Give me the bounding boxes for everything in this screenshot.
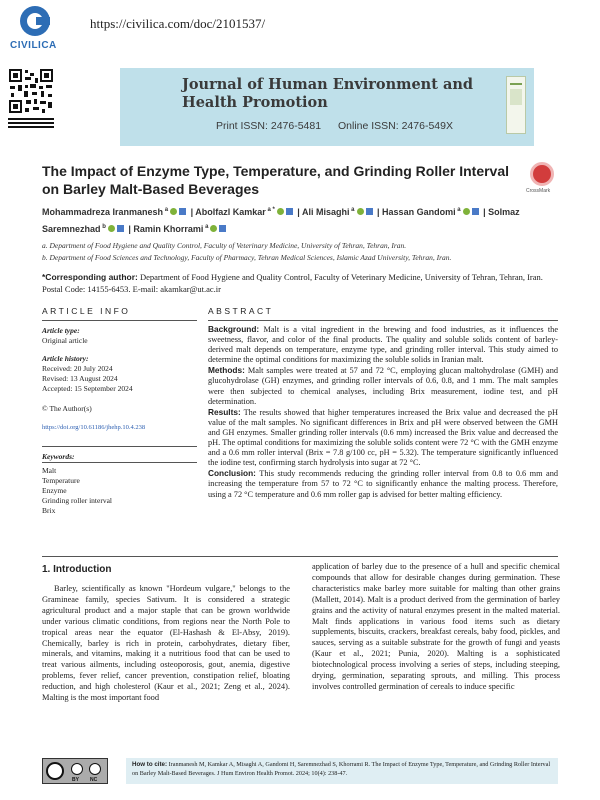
scholar-icon[interactable] [366,208,373,215]
journal-issn [216,120,467,132]
author-name[interactable] [42,224,126,234]
article-type-value: Original article [42,336,88,345]
cite-text: Iranmanesh M, Kamkar A, Misaghi A, Gandomi H, Saremnezhad S, Khorrami R. The Impact of Enzyme Type, Temperature, and Grinding Roller Interval on Barley Malt-Based Beverages. J Hum Environ Health Promot. 2024; 10(4): 238-47. [132,761,551,777]
author-name-text: Abolfazl Kamkar [195,207,266,217]
author-name[interactable] [488,207,520,217]
copyright-line [42,404,197,414]
abstract-body [208,324,558,500]
author-name[interactable] [382,207,481,217]
article-type-label: Article type: [42,326,80,335]
author-separator: | [374,207,383,217]
cc-license-badge[interactable] [42,758,108,784]
methods-text: Malt samples were treated at 57 and 72 °C, employing glucan maltohydrolase (GMH) and glucohydrolase (GH) enzymes, and grinding roller intervals of 0.6, 0.8, and 1 mm. The malt samples were then subjected to chemical analyses, including Brix measurement, iodine test, and pH determination. [208,366,559,406]
section-title: 1. Introduction [42,564,112,575]
accepted-date: Accepted: 15 September 2024 [42,384,133,393]
citation-footer [42,758,558,784]
author-name-text: Mohammadreza Iranmanesh [42,207,164,217]
affiliation-a: a. Department of Food Hygiene and Quality Control, Faculty of Veterinary Medicine, University of Tehran, Tehran, Iran. [42,241,407,250]
background-text: Malt is a vital ingredient in the brewing and food industries, as it influences the sweetness, flavor, and color of the final products. The quality and soluble solids content of barley-derived malt depends on temperature, enzyme type, and grinding roller interval. This study aimed to determine the optimal conditions for maximizing the soluble solids in Iranian malt. [208,325,558,365]
divider [42,446,197,447]
civilica-wordmark: CIVILICA [10,40,57,51]
body-column-right: application of barley due to the presence of a hull and specific chemical compounds that allow for desirable changes during germination. These characteristics make barley more suitable for malting than other grains (Mallett, 2014). Malt is a product derived from the germination of barley grains and the activity of natural enzymes present in the malted material. Malt finds applications in various food items such as dietary supplements, biscuits, crackers, breakfast cereals, baby food, pickles, and sauces, serving as a suitable substrate for the growth of fungi and yeasts (Kaur et al., 2021; Punia, 2020). Malting is a sophisticated biotechnological process involving a series of steps, including steeping, drying, germination, separating sprouts, and milling. This process involves controlled germination of cereals to induce specific [312,562,560,691]
cc-icon [46,762,64,780]
results-text: The results showed that higher temperatures increased the Brix value and decreased the pH value of the malt samples. No significant differences in Brix and pH were observed between the GMH and GH enzymes. Smaller grinding roller intervals (0.6 mm) increased the Brix value and decreased the pH. The optimal conditions for maximizing the soluble solids content were 72 °C with the GMH enzyme and a 0.6 mm roller interval (Brix = 7.8 g/100 cc, pH = 5.32). The temperature significantly influenced the iodine test, confirming starch hydrolysis into sugar at 72 °C. [208,407,558,468]
author-name[interactable] [195,207,295,217]
cc-by-icon [71,763,83,775]
keyword-list [42,466,197,516]
divider [208,320,558,321]
conclusion-text: This study recommends reducing the grinding roller interval from 0.8 to 0.6 mm and increasing the temperature from 57 to 72 °C to significantly enhance the malting process. Therefore, using a 72 °C temperature and 0.6 mm roller gap is advised for better malting efficiency. [208,469,558,499]
cite-label: How to cite: [132,761,168,768]
affiliation-b: b. Department of Food Sciences and Technology, Faculty of Pharmacy, Tehran Medical Sciences, Islamic Azad University, Tehran, Iran. [42,253,452,262]
author-name-text: Ramin Khorrami [133,224,204,234]
author-affiliation-marker: a [349,207,355,213]
keywords-label: Keywords: [42,452,75,461]
author-affiliation-marker: a * [265,207,275,213]
body-column-left: Barley, scientifically as known "Hordeum vulgare," belongs to the Gramineae family, species Sativum. It is considered a strategic agricultural product and a major staple that can be grown worldwide under various climatic conditions, from regions near the North Pole to tropical areas near the equator (El-Hashash & El-Absy, 2019). Chemically, barley is rich in protein, carbohydrates, dietary fiber, minerals, and vitamins, making it a nutritious food that can be used to treat various ailments, including osteoporosis, gout, anemia, digestive problems, fever relief, cancer prevention, constipation relief, bloating reduction, and high cholesterol (Kaur et al., 2021; Zeng et al., 2024). Malting is the most important food [42,584,290,703]
crossmark-label: CrossMark [526,188,551,194]
keywords-block [42,452,197,462]
article-title: The Impact of Enzyme Type, Temperature, and Grinding Roller Interval on Barley Malt-Based Beverages [42,163,510,197]
revised-date: Revised: 13 August 2024 [42,374,118,383]
document-url[interactable]: https://civilica.com/doc/2101537/ [90,16,266,31]
author-line-1 [42,203,562,220]
conclusion-label: Conclusion: [208,468,256,479]
how-to-cite-box [126,758,558,784]
results-label: Results: [208,406,241,417]
author-separator: | [188,207,196,217]
abstract-methods [208,365,558,406]
article-history-block [42,354,197,394]
orcid-icon[interactable] [277,208,284,215]
orcid-icon[interactable] [463,208,470,215]
author-name-text: Saremnezhad [42,224,101,234]
background-label: Background: [208,324,260,334]
author-name-text: Solmaz [488,207,520,217]
cc-nc-label: NC [90,777,98,783]
author-affiliation-marker: a [163,207,169,213]
civilica-logo[interactable] [8,6,56,56]
keyword-item: Grinding roller interval [42,496,112,505]
methods-label: Methods: [208,365,245,376]
scholar-icon[interactable] [286,208,293,215]
orcid-icon[interactable] [170,208,177,215]
keyword-item: Temperature [42,476,80,485]
abstract-heading: ABSTRACT [208,306,274,316]
author-name[interactable] [133,224,228,234]
author-affiliation-marker: b [100,224,106,230]
journal-cover-thumbnail [506,76,526,134]
abstract-conclusion [208,468,558,499]
orcid-icon[interactable] [210,225,217,232]
cc-nc-icon [89,763,101,775]
orcid-icon[interactable] [108,225,115,232]
author-name-text: Hassan Gandomi [382,207,456,217]
journal-title [182,76,473,112]
author-name[interactable] [302,207,375,217]
abstract-background [208,324,558,365]
author-affiliation-marker: a [455,207,461,213]
author-separator: | [480,207,489,217]
qr-code-icon [8,68,54,130]
scholar-icon[interactable] [179,208,186,215]
online-issn: Online ISSN: 2476-549X [337,120,453,132]
author-separator: | [125,224,134,234]
keyword-item: Malt [42,466,57,475]
scholar-icon[interactable] [472,208,479,215]
author-list [42,203,562,237]
keyword-item: Enzyme [42,486,67,495]
corresponding-text: Department of Food Hygiene and Quality Control, Faculty of Veterinary Medicine, University of Tehran, Tehran, Iran. Postal Code: 14155-6453. E-mail: akamkar@ut.ac.ir [42,272,543,294]
print-issn: Print ISSN: 2476-5481 [216,120,322,132]
journal-title-line1: Journal of Human Environment and [182,76,474,93]
divider [42,556,558,557]
article-history-label: Article history: [42,354,89,363]
keyword-item: Brix [42,506,56,515]
abstract-results [208,407,558,469]
author-name[interactable] [42,207,188,217]
journal-title-line2: Health Promotion [182,94,328,111]
article-info-heading: ARTICLE INFO [42,306,131,316]
corresponding-author [42,271,562,295]
civilica-c-icon [20,6,50,36]
scholar-icon[interactable] [219,225,226,232]
doi-link[interactable]: https://doi.org/10.61186/jhehp.10.4.238 [42,424,146,431]
cc-by-label: BY [72,777,79,783]
author-separator: | [294,207,302,217]
orcid-icon[interactable] [357,208,364,215]
journal-banner [120,68,534,146]
author-line-2 [42,220,562,237]
author-name-text: Ali Misaghi [301,207,350,217]
corresponding-label: *Corresponding author: [42,272,138,282]
copyright-text: © The Author(s) [42,404,92,413]
crossmark-icon[interactable] [530,162,554,186]
author-affiliation-marker: a [203,224,209,230]
divider [42,320,197,321]
article-type-block [42,326,197,346]
received-date: Received: 20 July 2024 [42,364,113,373]
divider [42,462,197,463]
scholar-icon[interactable] [117,225,124,232]
